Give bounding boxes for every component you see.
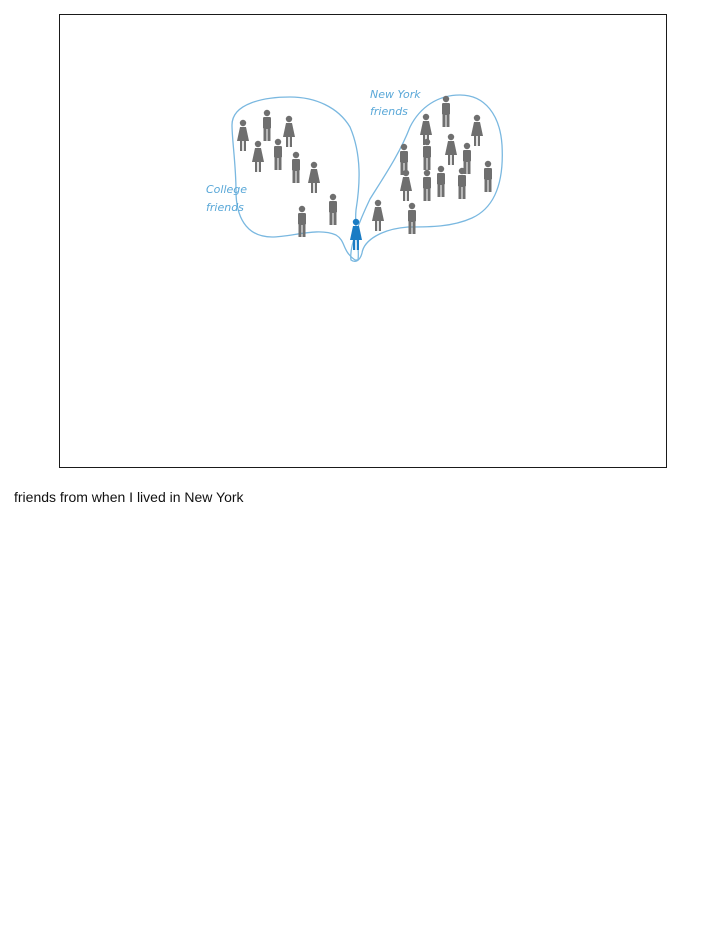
college-friends-group [237,110,416,237]
person-icon [437,166,445,197]
slide-caption: friends from when I lived in New York [14,489,244,505]
person-icon [237,120,249,151]
social-network-diagram [60,15,668,469]
person-icon [372,200,384,231]
person-icon [329,194,337,225]
college-label-line1: College [206,183,248,196]
person-icon [292,152,300,183]
person-icon [445,134,457,165]
new-york-label-line1: New York [370,88,421,101]
new-york-friends-group [400,96,492,201]
person-icon [274,139,282,170]
person-icon [423,139,431,170]
college-label-line2: friends [206,201,244,214]
person-icon [442,96,450,127]
person-icon [298,206,306,237]
person-icon [263,110,271,141]
person-icon [252,141,264,172]
person-icon [423,170,431,201]
person-icon [283,116,295,147]
person-icon [308,162,320,193]
new-york-label-line2: friends [370,105,408,118]
college-friends-outline [232,97,359,260]
person-icon [484,161,492,192]
person-icon [408,203,416,234]
person-icon [458,168,466,199]
slide-frame [59,14,667,468]
person-icon [471,115,483,146]
